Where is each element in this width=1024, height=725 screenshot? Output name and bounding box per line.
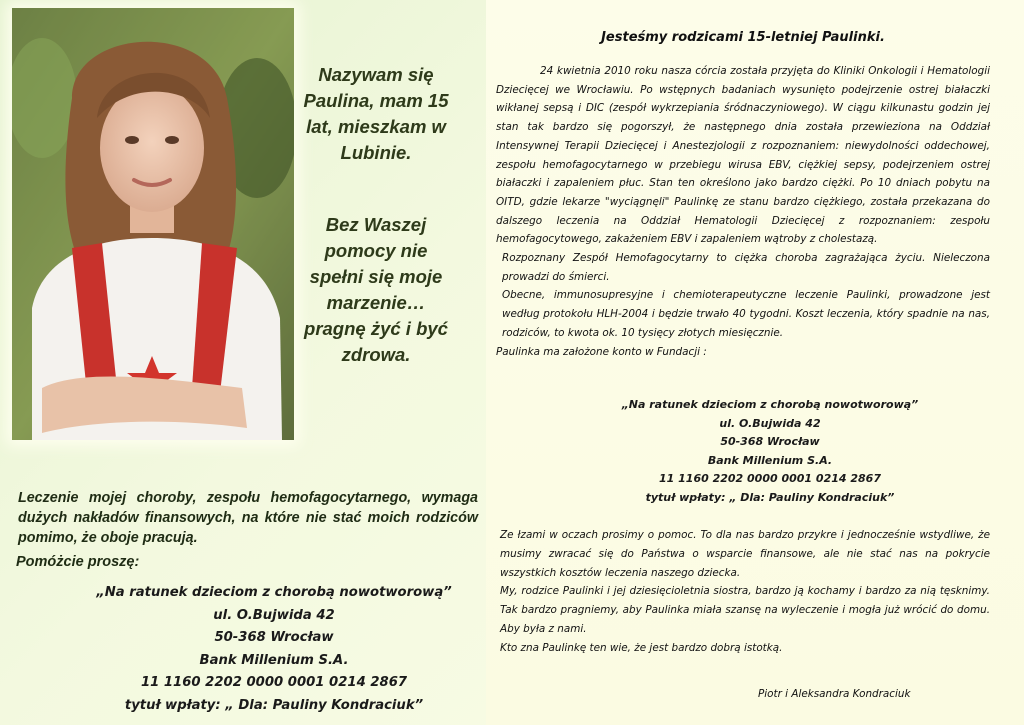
portrait-photo — [12, 8, 294, 440]
account-details-left — [20, 582, 528, 717]
paragraph-3: Obecne, immunosupresyjne i chemioterapeutyczne leczenie Paulinki, prowadzone jest według protokołu HLH-2004 i będzie trwało 40 tygodni. Koszt leczenia, który spadnie na nas, rodziców, to kwota ok. 10 tysięcy złotych miesięcznie. — [502, 289, 990, 339]
transfer-title: tytuł wpłaty: „ Dla: Pauliny Kondraciuk” — [124, 697, 424, 713]
foundation-city: 50-368 Wrocław — [720, 435, 820, 449]
letter-heading: Jesteśmy rodzicami 15-letniej Paulinki. — [601, 30, 885, 45]
intro-text — [300, 62, 452, 368]
treatment-text: Leczenie mojej choroby, zespołu hemofagocytarnego, wymaga dużych nakładów finansowych, na które nie stać moich rodziców pomimo, że oboje pracują. — [18, 490, 478, 546]
foundation-street: ul. O.Bujwida 42 — [213, 607, 335, 623]
paragraph-4: Paulinka ma założone konto w Fundacji : — [496, 345, 707, 358]
foundation-city: 50-368 Wrocław — [214, 630, 334, 645]
account-details-right — [520, 396, 1020, 508]
foundation-name: „Na ratunek dzieciom z chorobą nowotworową” — [621, 398, 919, 411]
paragraph-1: 24 kwietnia 2010 roku nasza córcia została przyjęta do Kliniki Onkologii i Hematologii Dziecięcej we Wrocławiu. Po wstępnych badaniach wysunięto podejrzenie ostrej białaczki wikłanej sepsą i DIC (zespół wykrzepiania śródnaczyniowego). W ciągu kilkunastu godzin jej stan tak bardzo się pogorszył, że następnego dnia została przewieziona na Oddział Intensywnej Terapii Dziecięcej i Anestezjologii z rozpoznaniem: niewydolności oddechowej, zespołu hemofagocytarnego w przebiegu wirusa EBV, ciężkiej sepsy, podejrzeniem ostrej białaczki i zapaleniem płuc. Stan ten określono jako bardzo ciężki. Po 10 dniach pobytu na OITD, gdzie lekarze "wyciągnęli" Paulinkę ze stanu bardzo ciężkiego, została przekazana do dalszego leczenia na Oddział Hematologii Dziecięcej z rozpoznaniem: zespołu hemofagocytowego, zakażeniem EBV i zapaleniem wątroby z cholestazą. — [496, 65, 990, 246]
bank-name: Bank Millenium S.A. — [707, 453, 833, 467]
foundation-name: „Na ratunek dzieciom z chorobą nowotworową” — [96, 585, 452, 600]
paragraph-5: Ze łzami w oczach prosimy o pomoc. To dla nas bardzo przykre i jednocześnie wstydliwe, że musimy zwracać się do Państwa o wsparcie finansowe, ale nie stać nas na pokrycie wszystkich kosztów leczenia naszego dziecka. — [500, 529, 990, 579]
intro-line-2: Bez Waszej pomocy nie spełni się moje marzenie… pragnę żyć i być zdrowa. — [304, 214, 448, 365]
letter-closing — [500, 526, 990, 658]
paragraph-6: My, rodzice Paulinki i jej dziesięcioletnia siostra, bardzo ją kochamy i bardzo za nią tęsknimy. Tak bardzo pragniemy, aby Paulinka miała szansę na wyleczenie i mogła już wrócić do domu. Aby była z nami. — [500, 585, 990, 635]
letter-body — [496, 62, 990, 361]
bank-name: Bank Millenium S.A. — [199, 652, 349, 668]
account-number: 11 1160 2202 0000 0001 0214 2867 — [659, 472, 881, 486]
paragraph-2: Rozpoznany Zespół Hemofagocytarny to ciężka choroba zagrażająca życiu. Nieleczona prowadzi do śmierci. — [502, 252, 990, 283]
intro-line-1: Nazywam się Paulina, mam 15 lat, mieszkam w Lubinie. — [303, 64, 449, 163]
paragraph-7: Kto zna Paulinkę ten wie, że jest bardzo dobrą istotką. — [500, 641, 783, 654]
foundation-street: ul. O.Bujwida 42 — [719, 416, 821, 430]
account-number: 11 1160 2202 0000 0001 0214 2867 — [140, 675, 408, 690]
signature: Piotr i Aleksandra Kondraciuk — [758, 688, 911, 700]
transfer-title: tytuł wpłaty: „ Dla: Pauliny Kondraciuk” — [645, 490, 895, 504]
help-label: Pomóżcie proszę: — [16, 554, 140, 570]
